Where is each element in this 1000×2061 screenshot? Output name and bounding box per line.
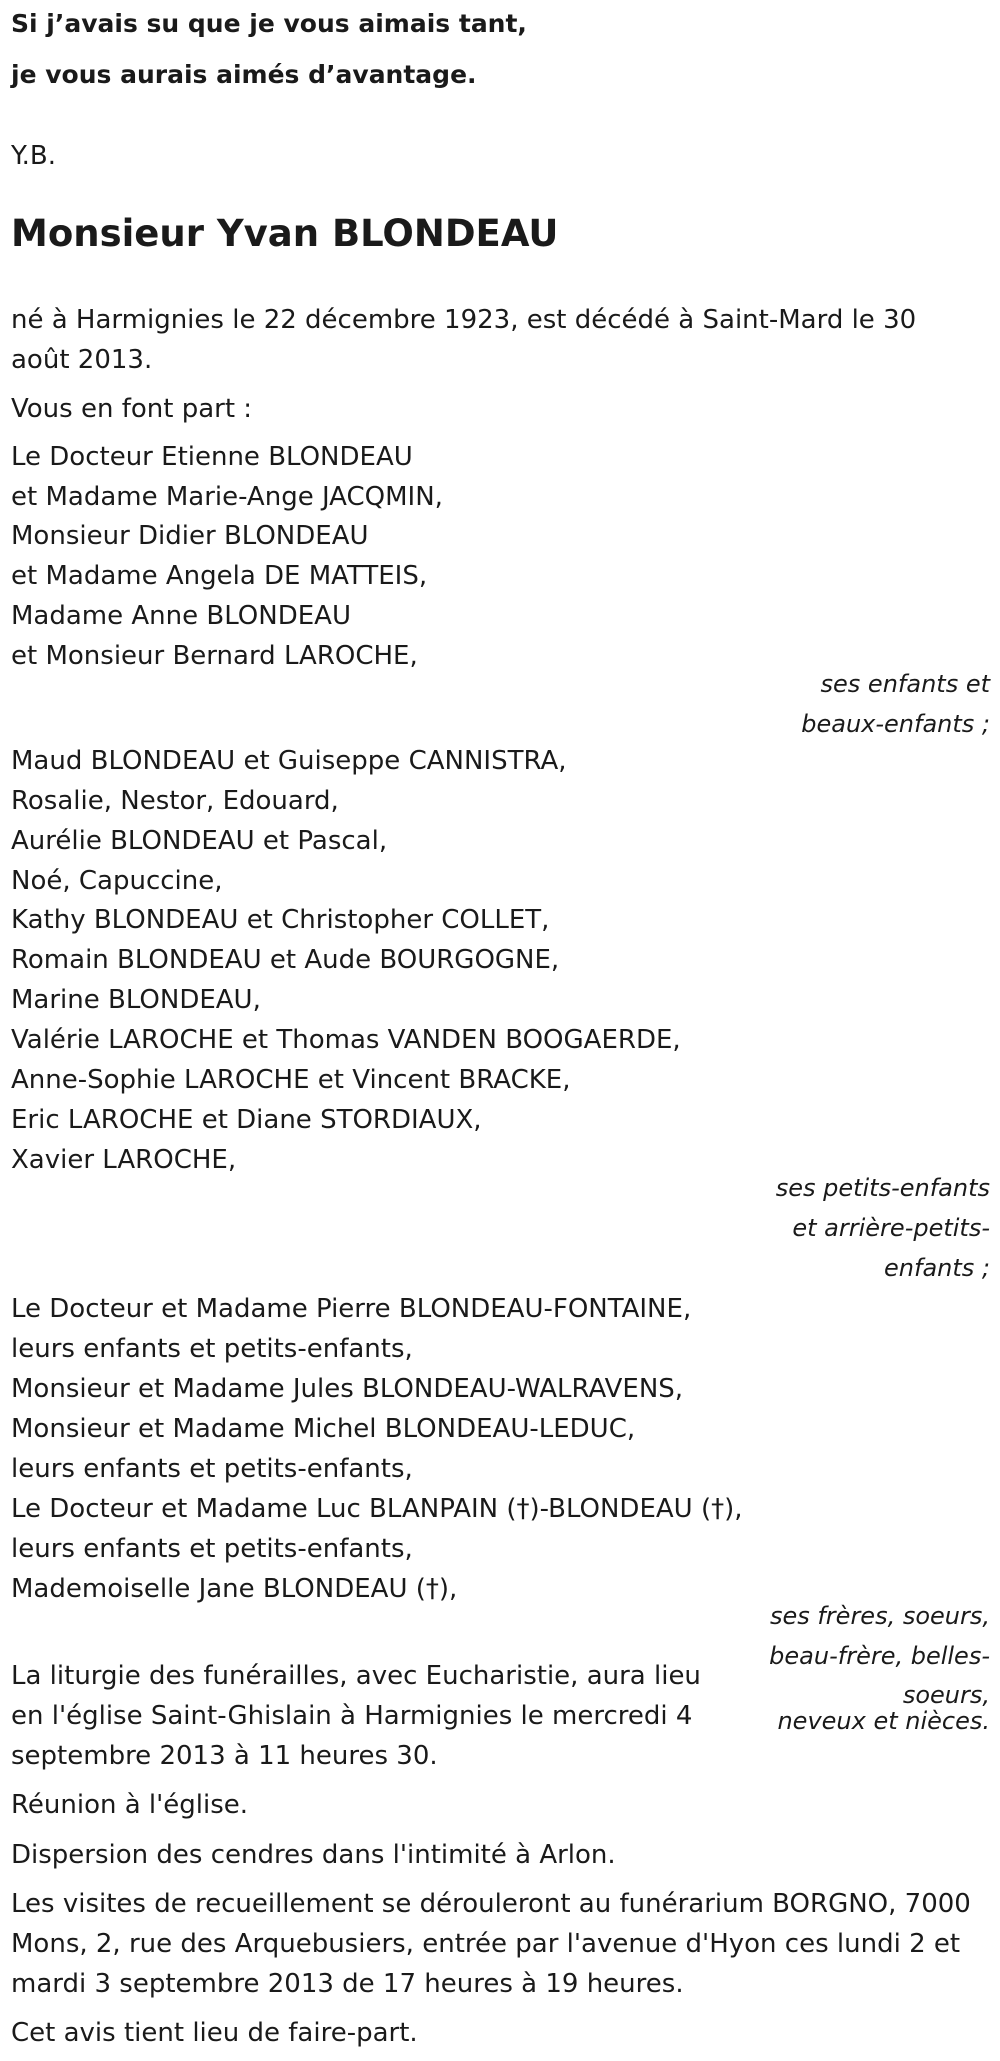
relation-label: ses enfants et: [820, 670, 990, 698]
liturgy-line: septembre 2013 à 11 heures 30.: [11, 1741, 438, 1771]
family-line: Le Docteur et Madame Luc BLANPAIN (†)-BLONDEAU (†),: [11, 1494, 743, 1524]
family-line: leurs enfants et petits-enfants,: [11, 1454, 413, 1484]
intro-line: août 2013.: [11, 345, 153, 375]
family-line: et Madame Angela DE MATTEIS,: [11, 561, 428, 591]
relation-label: ses petits-enfants: [775, 1174, 990, 1202]
closing-text: Cet avis tient lieu de faire-part.: [11, 2018, 418, 2048]
relation-label: et arrière-petits-: [792, 1214, 990, 1242]
visits-line: Les visites de recueillement se dérouleront au funérarium BORGNO, 7000: [11, 1889, 971, 1919]
family-line: Le Docteur Etienne BLONDEAU: [11, 442, 413, 472]
family-line: leurs enfants et petits-enfants,: [11, 1334, 413, 1364]
relation-label: soeurs,: [902, 1681, 990, 1709]
relation-label: ses frères, soeurs,: [769, 1602, 990, 1630]
deceased-name: Monsieur Yvan BLONDEAU: [11, 212, 559, 255]
announce-text: Vous en font part :: [11, 394, 253, 424]
relation-label: beaux-enfants ;: [801, 710, 990, 738]
family-line: Monsieur et Madame Michel BLONDEAU-LEDUC,: [11, 1414, 636, 1444]
family-line: Madame Anne BLONDEAU: [11, 601, 351, 631]
family-line: Monsieur et Madame Jules BLONDEAU-WALRAVENS,: [11, 1374, 684, 1404]
family-line: leurs enfants et petits-enfants,: [11, 1534, 413, 1564]
relation-label: neveux et nièces.: [777, 1707, 990, 1735]
family-line: Monsieur Didier BLONDEAU: [11, 521, 369, 551]
liturgy-line: La liturgie des funérailles, avec Eucharistie, aura lieu: [11, 1661, 701, 1691]
epigraph-line: je vous aurais aimés d’avantage.: [11, 60, 477, 89]
epigraph-line: Si j’avais su que je vous aimais tant,: [11, 9, 527, 38]
family-line: Anne-Sophie LAROCHE et Vincent BRACKE,: [11, 1065, 571, 1095]
family-line: Marine BLONDEAU,: [11, 985, 261, 1015]
family-line: Maud BLONDEAU et Guiseppe CANNISTRA,: [11, 746, 567, 776]
reunion-text: Réunion à l'église.: [11, 1790, 249, 1820]
liturgy-line: en l'église Saint-Ghislain à Harmignies le mercredi 4: [11, 1701, 693, 1731]
family-line: Noé, Capuccine,: [11, 866, 223, 896]
relation-label: enfants ;: [884, 1254, 990, 1282]
visits-line: mardi 3 septembre 2013 de 17 heures à 19 heures.: [11, 1969, 684, 1999]
initials: Y.B.: [11, 141, 56, 171]
family-line: Rosalie, Nestor, Edouard,: [11, 786, 339, 816]
family-line: Valérie LAROCHE et Thomas VANDEN BOOGAERDE,: [11, 1025, 681, 1055]
family-line: Le Docteur et Madame Pierre BLONDEAU-FONTAINE,: [11, 1294, 692, 1324]
family-line: Romain BLONDEAU et Aude BOURGOGNE,: [11, 945, 560, 975]
dispersion-text: Dispersion des cendres dans l'intimité à Arlon.: [11, 1840, 616, 1870]
family-line: et Monsieur Bernard LAROCHE,: [11, 641, 418, 671]
family-line: Mademoiselle Jane BLONDEAU (†),: [11, 1574, 458, 1604]
family-line: et Madame Marie-Ange JACQMIN,: [11, 482, 443, 512]
family-line: Aurélie BLONDEAU et Pascal,: [11, 826, 388, 856]
family-line: Kathy BLONDEAU et Christopher COLLET,: [11, 905, 550, 935]
family-line: Eric LAROCHE et Diane STORDIAUX,: [11, 1105, 482, 1135]
family-line: Xavier LAROCHE,: [11, 1145, 237, 1175]
visits-line: Mons, 2, rue des Arquebusiers, entrée par l'avenue d'Hyon ces lundi 2 et: [11, 1929, 961, 1959]
relation-label: beau-frère, belles-: [769, 1642, 990, 1670]
intro-line: né à Harmignies le 22 décembre 1923, est décédé à Saint-Mard le 30: [11, 305, 917, 335]
